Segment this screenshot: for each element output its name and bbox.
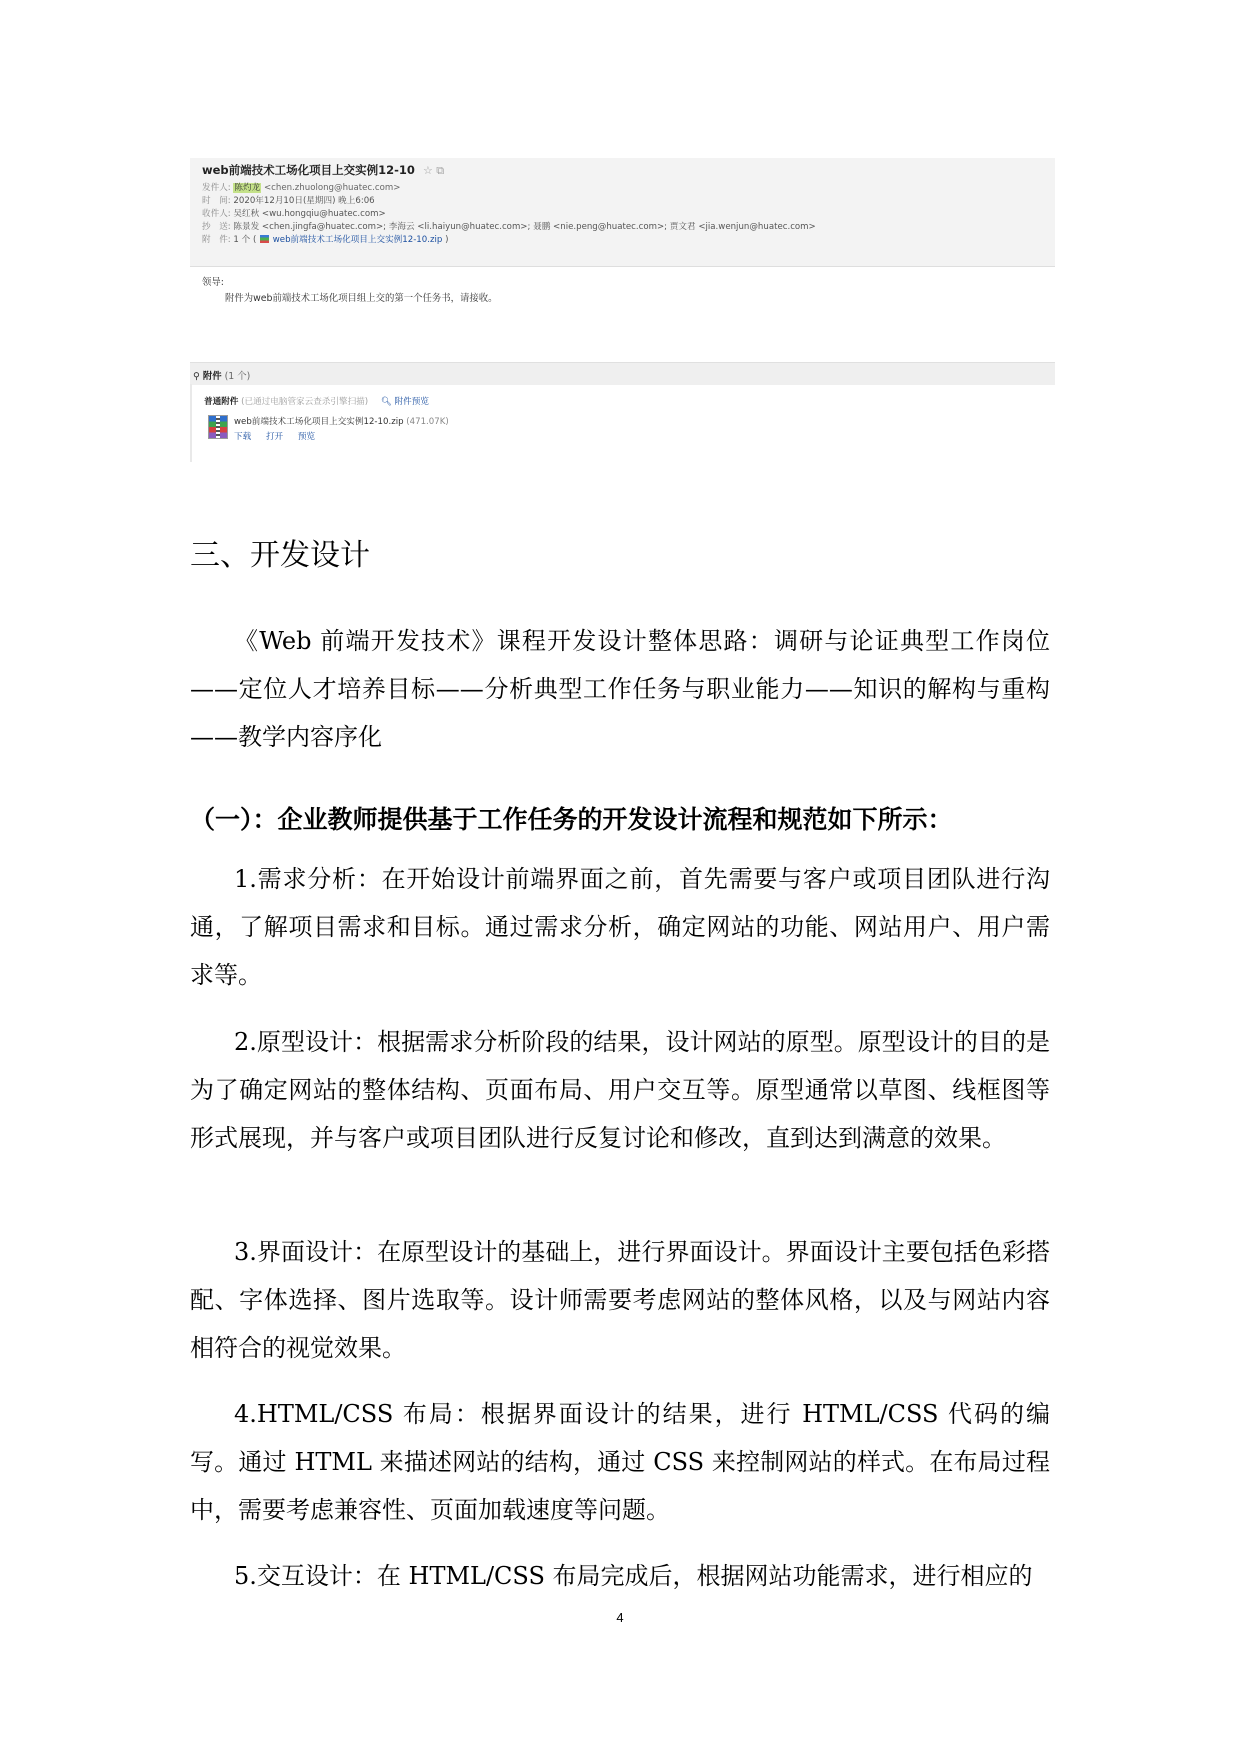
- attachment-file-row: [234, 415, 449, 427]
- download-link[interactable]: 下载: [234, 432, 252, 442]
- sender-label: 发件人:: [202, 183, 231, 193]
- attachment-link[interactable]: web前端技术工场化项目上交实例12-10.zip: [272, 235, 443, 245]
- attachment-file-name[interactable]: web前端技术工场化项目上交实例12-10.zip: [234, 417, 404, 427]
- paragraph-ui-design: 3.界面设计：在原型设计的基础上，进行界面设计。界面设计主要包括色彩搭配、字体选择、图片选取等。设计师需要考虑网站的整体风格，以及与网站内容相符合的视觉效果。: [190, 1238, 1050, 1362]
- email-subject-text: web前端技术工场化项目上交实例12-10: [202, 163, 415, 177]
- email-header-panel: [190, 158, 1055, 267]
- attachment-preview-all-link[interactable]: 附件预览: [394, 397, 429, 407]
- attachment-panel-header: [190, 362, 1055, 385]
- paragraph-interaction: 5.交互设计：在 HTML/CSS 布局完成后，根据网站功能需求，进行相应的: [234, 1562, 1033, 1590]
- email-attachment-row: [202, 234, 448, 246]
- email-greeting: 领导:: [202, 277, 224, 288]
- attachment-count: 1 个 (: [233, 235, 257, 245]
- attachment-section-row: [204, 395, 429, 407]
- to-label: 收件人:: [202, 209, 231, 219]
- attachment-actions: [234, 430, 327, 442]
- cc-value[interactable]: 陈景发 <chen.jingfa@huatec.com>; 李海云 <li.haiyun@huatec.com>; 聂鹏 <nie.peng@huatec.com>; 贾文君 <jia.wenjun@huatec.com>: [233, 222, 816, 232]
- page-number: 4: [616, 1610, 624, 1625]
- sender-address: <chen.zhuolong@huatec.com>: [263, 183, 401, 193]
- scan-note: (已通过电脑管家云查杀引擎扫描): [241, 397, 369, 407]
- attachment-file-size: (471.07K): [406, 417, 449, 427]
- email-time-row: [202, 195, 375, 207]
- attachment-panel: [190, 362, 1055, 462]
- attachment-close-paren: ): [445, 235, 449, 245]
- email-body-text: 附件为web前端技术工场化项目组上交的第一个任务书，请接收。: [225, 293, 498, 304]
- open-link[interactable]: 打开: [265, 432, 284, 442]
- attachment-divider: [190, 384, 192, 462]
- sender-name[interactable]: 陈灼龙: [234, 183, 261, 193]
- email-sender-row: [202, 182, 400, 194]
- zip-archive-icon[interactable]: [208, 415, 228, 439]
- preview-link[interactable]: 预览: [297, 432, 316, 442]
- section-heading: 三、开发设计: [190, 538, 370, 573]
- email-cc-row: [202, 221, 816, 233]
- to-value[interactable]: 吴红秋 <wu.hongqiu@huatec.com>: [233, 209, 386, 219]
- magnifier-icon: 🔍︎: [380, 397, 392, 407]
- attachment-label: 附 件:: [202, 235, 231, 245]
- time-label: 时 间:: [202, 196, 231, 206]
- paragraph-html-css: 4.HTML/CSS 布局：根据界面设计的结果，进行 HTML/CSS 代码的编写。通过 HTML 来描述网站的结构，通过 CSS 来控制网站的样式。在布局过程中，需要考虑兼容性、页面加载速度等问题。: [190, 1400, 1050, 1524]
- attachment-header-title: 附件: [202, 371, 222, 382]
- zip-file-icon: [260, 235, 269, 243]
- attachment-header-count: (1 个): [224, 371, 251, 382]
- email-to-row: [202, 208, 386, 220]
- subsection-heading: （一）：企业教师提供基于工作任务的开发设计流程和规范如下所示：: [190, 805, 953, 834]
- time-value: 2020年12月10日(星期四) 晚上6:06: [233, 196, 375, 206]
- email-subject: [202, 162, 444, 178]
- intro-paragraph: 《Web 前端开发技术》课程开发设计整体思路：调研与论证典型工作岗位——定位人才培养目标——分析典型工作任务与职业能力——知识的解构与重构——教学内容序化: [190, 627, 1050, 751]
- paragraph-prototype: 2.原型设计：根据需求分析阶段的结果，设计网站的原型。原型设计的目的是为了确定网站的整体结构、页面布局、用户交互等。原型通常以草图、线框图等形式展现，并与客户或项目团队进行反复讨论和修改，直到达到满意的效果。: [190, 1028, 1050, 1152]
- attachment-section-label: 普通附件: [204, 397, 239, 407]
- paperclip-icon: ⚲: [193, 371, 200, 382]
- star-icon[interactable]: ☆ ⧉: [422, 164, 445, 177]
- cc-label: 抄 送:: [202, 222, 231, 232]
- paragraph-requirements: 1.需求分析：在开始设计前端界面之前，首先需要与客户或项目团队进行沟通，了解项目需求和目标。通过需求分析，确定网站的功能、网站用户、用户需求等。: [190, 865, 1050, 989]
